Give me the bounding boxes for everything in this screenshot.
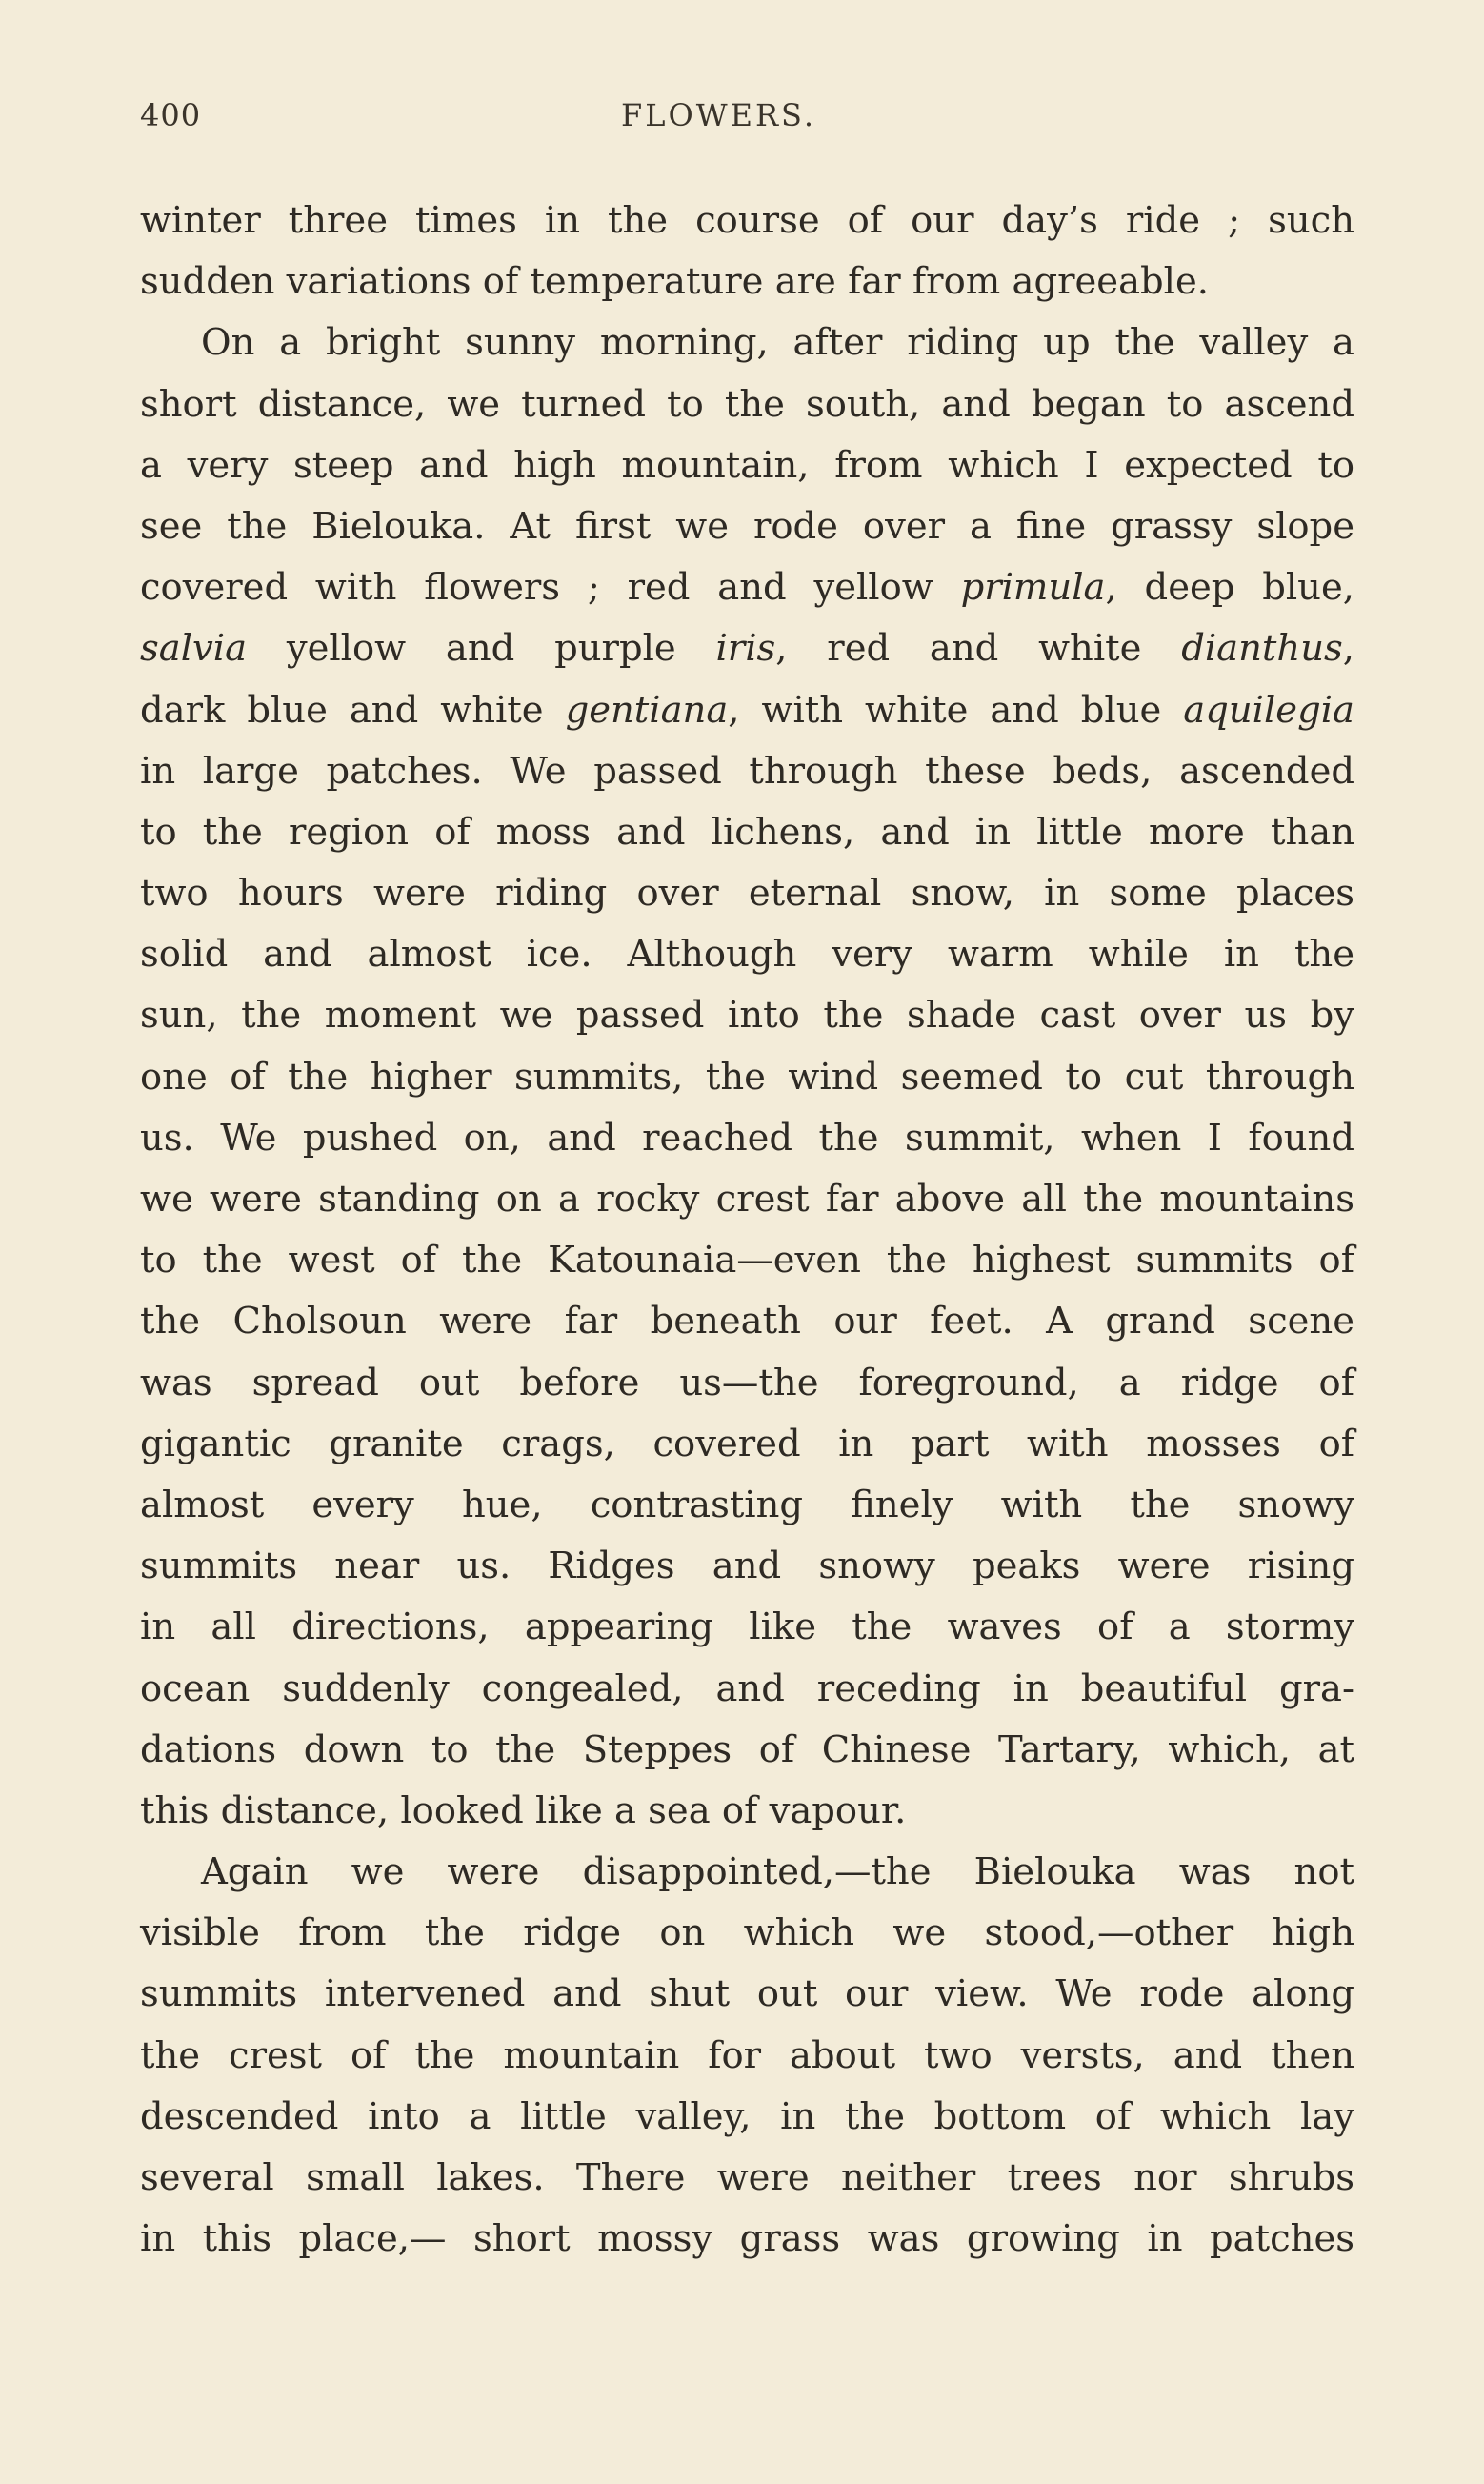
text-line: to the region of moss and lichens, and in little more than — [140, 810, 1354, 854]
text-line: summits intervened and shut out our view. We rode along — [140, 1972, 1354, 2016]
text-line: dark blue and white gentiana, with white and blue aquilegia — [140, 688, 1354, 732]
text-line: Again we were disappointed,—the Bielouka was not — [201, 1850, 1354, 1894]
text-line: dations down to the Steppes of Chinese Tartary, which, at — [140, 1727, 1354, 1771]
text-line: short distance, we turned to the south, and began to ascend — [140, 382, 1354, 426]
text-line: winter three times in the course of our day’s ride ; such — [140, 199, 1354, 242]
text-line: visible from the ridge on which we stood,—other high — [140, 1911, 1354, 1955]
text-line: this distance, looked like a sea of vapour. — [140, 1788, 907, 1832]
text-line: a very steep and high mountain, from which I expected to — [140, 443, 1354, 487]
text-line: us. We pushed on, and reached the summit, when I found — [140, 1116, 1354, 1160]
running-title: FLOWERS. — [621, 97, 816, 133]
text-line: we were standing on a rocky crest far above all the mountains — [140, 1178, 1354, 1221]
text-line: sudden variations of temperature are far from agreeable. — [140, 260, 1210, 304]
text-line: to the west of the Katounaia—even the highest summits of — [140, 1239, 1354, 1282]
text-line: was spread out before us—the foreground, a ridge of — [140, 1361, 1354, 1404]
text-line: almost every hue, contrasting finely with the snowy — [140, 1483, 1354, 1526]
text-line: summits near us. Ridges and snowy peaks were rising — [140, 1545, 1354, 1588]
text-line: the Cholsoun were far beneath our feet. A grand scene — [140, 1300, 1354, 1343]
text-line: gigantic granite crags, covered in part with mosses of — [140, 1422, 1354, 1465]
text-line: sun, the moment we passed into the shade cast over us by — [140, 994, 1354, 1038]
text-line: covered with flowers ; red and yellow primula, deep blue, — [140, 566, 1354, 610]
text-line: salvia yellow and purple iris, red and white dianthus, — [140, 627, 1354, 671]
text-line: in large patches. We passed through these beds, ascended — [140, 749, 1354, 793]
page-header — [140, 97, 1354, 154]
text-line: several small lakes. There were neither trees nor shrubs — [140, 2156, 1354, 2199]
text-line: On a bright sunny morning, after riding up the valley a — [201, 321, 1354, 365]
body-text — [140, 191, 1354, 2270]
page-number: 400 — [140, 97, 202, 133]
text-line: in all directions, appearing like the waves of a stormy — [140, 1606, 1354, 1649]
text-line: one of the higher summits, the wind seemed to cut through — [140, 1055, 1354, 1099]
text-line: the crest of the mountain for about two versts, and then — [140, 2033, 1354, 2077]
text-line: two hours were riding over eternal snow, in some places — [140, 872, 1354, 916]
text-line: see the Bielouka. At first we rode over a fine grassy slope — [140, 504, 1354, 548]
text-line: descended into a little valley, in the bottom of which lay — [140, 2094, 1354, 2138]
text-line: solid and almost ice. Although very warm while in the — [140, 933, 1354, 977]
text-line: in this place,— short mossy grass was growing in patches — [140, 2217, 1354, 2261]
text-line: ocean suddenly congealed, and receding in beautiful gra- — [140, 1666, 1354, 1710]
